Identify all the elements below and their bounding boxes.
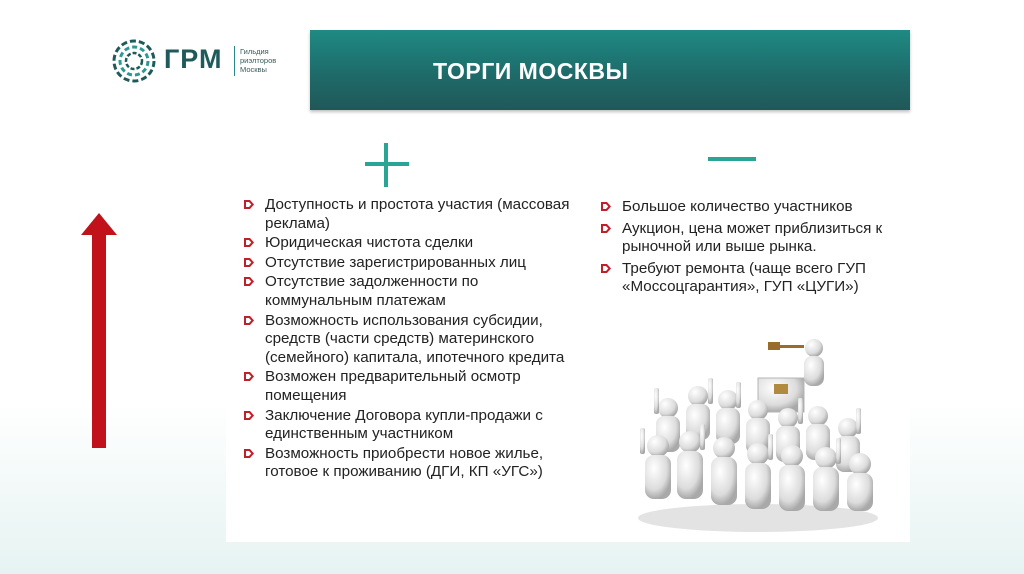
logo [111,38,301,86]
pro-text: Отсутствие зарегистрированных лиц [265,253,526,271]
logo-mark-icon [111,38,157,84]
cons-list [598,198,898,298]
list-item [241,368,586,405]
bullet-arrow-icon [243,257,255,268]
plus-icon [362,140,412,190]
pro-text: Доступность и простота участия (массовая реклама) [265,196,570,232]
pro-text: Возможность приобрести новое жилье, готовое к проживанию (ДГИ, КП «УГС») [265,444,544,481]
logo-separator [234,46,235,76]
bullet-arrow-icon [243,276,255,287]
minus-icon [708,155,756,163]
list-item [241,312,586,368]
logo-subtitle [240,47,300,74]
logo-subtitle-line: Москвы [240,65,267,74]
list-item [241,254,586,273]
pro-text: Заключение Договора купли-продажи с единственным участником [265,406,543,443]
con-text: Большое количество участников [622,198,853,215]
bullet-arrow-icon [600,201,612,212]
list-item [241,196,586,233]
pros-list [241,196,586,483]
up-arrow-icon [80,213,118,448]
list-item [241,445,586,482]
pro-text: Отсутствие задолженности по коммунальным платежам [265,273,479,309]
list-item [241,234,586,253]
pro-text: Возможен предварительный осмотр помещения [265,368,521,404]
title-bar [310,30,910,110]
pro-text: Юридическая чистота сделки [265,234,474,252]
bullet-arrow-icon [243,237,255,248]
logo-subtitle-line: риэлторов [240,56,277,65]
con-text: Требуют ремонта (чаще всего ГУП «Моссоцгарантия», ГУП «ЦУГИ») [622,259,866,296]
bullet-arrow-icon [243,448,255,459]
logo-subtitle-line: Гильдия [240,47,269,56]
con-text: Аукцион, цена может приблизиться к рыночной или выше рынка. [622,219,883,256]
bullet-arrow-icon [243,199,255,210]
logo-name: ГРМ [164,44,223,74]
bullet-arrow-icon [243,371,255,382]
bullet-arrow-icon [600,263,612,274]
list-item [598,260,898,297]
list-item [241,273,586,310]
pro-text: Возможность использования субсидии, средств (части средств) материнского (семейного) капитала, ипотечного кредита [265,311,565,366]
page-title: ТОРГИ МОСКВЫ [433,58,629,84]
list-item [598,220,898,257]
list-item [241,407,586,444]
bullet-arrow-icon [243,315,255,326]
bullet-arrow-icon [243,410,255,421]
auction-crowd-illustration [628,338,894,534]
content-card [226,190,910,542]
list-item [598,198,898,217]
bullet-arrow-icon [600,223,612,234]
